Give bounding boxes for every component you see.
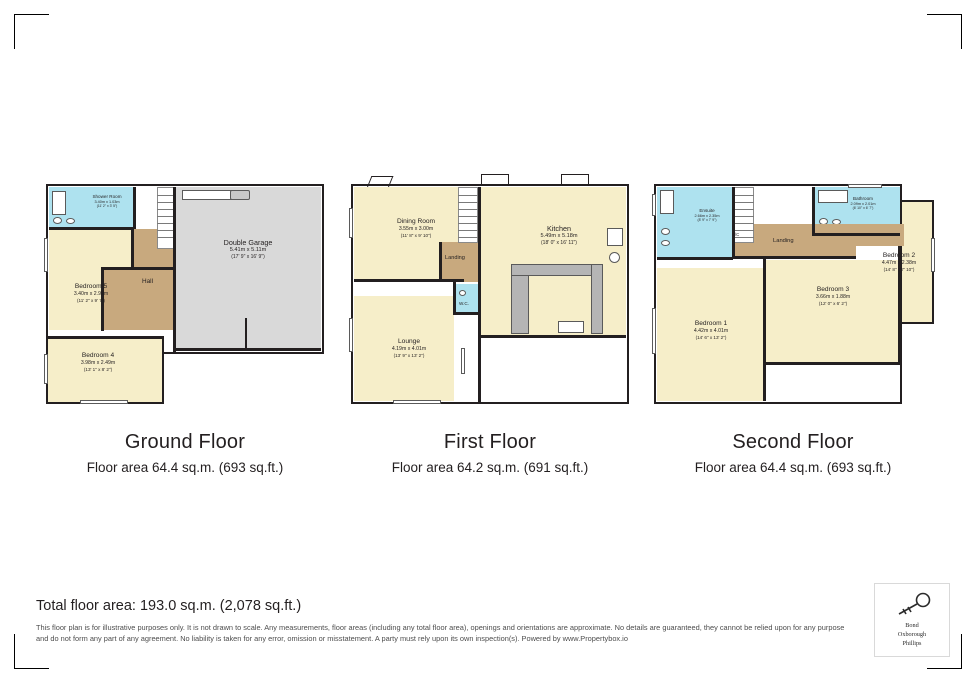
- label-bedroom-2: Bedroom 2 4.47m x 2.38m (14' 8" x 7' 10"): [881, 252, 917, 272]
- second-wall-ensuite: [732, 187, 735, 259]
- first-wall-dining-lounge: [354, 279, 464, 282]
- first-wall-landing: [439, 242, 442, 280]
- kitchen-hob: [609, 252, 620, 263]
- ground-floor-drawing: [40, 168, 330, 418]
- room-double-garage: [175, 187, 321, 351]
- kitchen-run-top: [511, 264, 603, 276]
- first-floor-area: Floor area 64.2 sq.m. (691 sq.ft.): [391, 460, 589, 475]
- stair-tread: [734, 216, 754, 217]
- ground-floor-area: Floor area 64.4 sq.m. (693 sq.ft.): [86, 460, 284, 475]
- ground-wall-4: [101, 267, 175, 270]
- stair-tread: [734, 195, 754, 196]
- ensuite-shower: [660, 190, 674, 214]
- second-floor-area: Floor area 64.4 sq.m. (693 sq.ft.): [694, 460, 892, 475]
- agency-logo: [874, 583, 950, 657]
- garage-door-divider: [245, 318, 247, 351]
- second-wall-bathroom: [812, 187, 815, 235]
- stair-tread: [458, 216, 478, 217]
- wc-pan: [53, 217, 62, 224]
- room-bedroom-3: [765, 260, 900, 364]
- first-wall-wc-bottom: [453, 312, 479, 315]
- ground-internal-wall-a: [48, 336, 162, 339]
- floor-plan-second: [648, 168, 938, 475]
- garage-appliance: [230, 190, 250, 200]
- gable-mid: [481, 174, 509, 186]
- kitchen-sink: [558, 321, 584, 333]
- window-bedroom-4: [44, 354, 48, 384]
- stair-tread: [734, 223, 754, 224]
- second-wall-landing-bottom: [734, 256, 856, 259]
- stair-tread: [734, 230, 754, 231]
- wc-basin: [459, 290, 466, 296]
- first-wall-wc: [453, 282, 456, 314]
- label-kitchen: Kitchen 5.49m x 5.18m (18' 0" x 16' 11"): [540, 224, 578, 246]
- second-wall-bed1-bed3: [763, 258, 766, 401]
- ground-wall-2: [49, 227, 133, 230]
- kitchen-appliance: [607, 228, 623, 246]
- stair-tread: [734, 237, 754, 238]
- ensuite-wc: [661, 228, 670, 235]
- stair-tread: [458, 223, 478, 224]
- shower-tray: [52, 191, 66, 215]
- second-wall-bed3-bottom: [765, 362, 900, 365]
- wash-basin: [66, 218, 75, 224]
- label-bathroom: Bathroom 2.09m x 2.01m (6' 10" x 6' 7"): [850, 196, 876, 211]
- label-ensuite: Ensuite 2.66m x 2.35m (8' 9" x 7' 9"): [694, 208, 720, 223]
- logo-line-2: Oxborough: [897, 630, 927, 638]
- window-lounge: [349, 318, 353, 352]
- window-bedroom-1: [652, 308, 656, 354]
- floor-plan-ground: [40, 168, 330, 475]
- logo-line-3: Phillips: [902, 639, 922, 647]
- label-ac: A/C: [732, 232, 740, 237]
- room-landing-first: [441, 242, 478, 282]
- label-wc: W.C.: [459, 301, 469, 306]
- label-landing-first: Landing: [445, 255, 465, 261]
- label-bedroom-4: Bedroom 4 3.98m x 2.49m (13' 1" x 8' 2"): [80, 352, 116, 372]
- stair-tread: [458, 202, 478, 203]
- first-floor-title: First Floor: [443, 431, 537, 453]
- floor-plan-first: [345, 168, 635, 475]
- second-floor-title: Second Floor: [732, 431, 854, 453]
- room-wc: [455, 284, 479, 312]
- disclaimer-text: This floor plan is for illustrative purposes only. It is not drawn to scale. Any measurements, floor areas (including any total floor area), openings and orientations are approximate. No details are guaranteed, they cannot be relied upon for any purpose and do not form any part of any agreement. No liability is taken for any error, omission or misstatement. A party must rely upon its own inspection(s). Powered by www.Propertybox.io: [36, 623, 845, 643]
- crop-mark-top-right: [927, 14, 962, 49]
- ground-wall-garage: [173, 187, 176, 352]
- label-bedroom-3: Bedroom 3 3.66m x 1.88m (12' 0" x 6' 2"): [815, 286, 851, 306]
- ground-wall-3: [131, 229, 134, 269]
- kitchen-run-right: [591, 264, 603, 334]
- second-lower-void: [765, 364, 900, 401]
- label-double-garage: Double Garage 5.41m x 5.11m (17' 9" x 16' 9"): [223, 238, 273, 260]
- stair-tread: [458, 209, 478, 210]
- second-floor-drawing: [648, 168, 938, 418]
- door-lounge: [461, 348, 465, 374]
- ground-floor-title: Ground Floor: [124, 431, 246, 453]
- label-dining-room: Dining Room 3.55m x 3.00m (11' 8" x 9' 10"): [396, 218, 436, 238]
- window-bathroom: [848, 184, 882, 188]
- key-icon: [875, 590, 949, 620]
- window-dining: [349, 208, 353, 238]
- stair-tread: [458, 237, 478, 238]
- room-kitchen: [480, 187, 626, 337]
- window-lounge-front: [393, 400, 441, 404]
- second-wall-bathroom-bottom: [812, 233, 900, 236]
- crop-mark-top-left: [14, 14, 49, 49]
- label-landing-second: Landing: [773, 238, 794, 244]
- label-hall: Hall: [142, 278, 154, 285]
- stair-tread: [734, 202, 754, 203]
- first-wall-centre: [478, 187, 481, 402]
- window-bedroom-4-front: [80, 400, 128, 404]
- window-ensuite: [652, 194, 656, 216]
- total-floor-area: Total floor area: 193.0 sq.m. (2,078 sq.ft.): [36, 598, 302, 614]
- first-floor-drawing: [345, 168, 635, 418]
- label-bedroom-5: Bedroom 5 3.40m x 2.92m (11' 2" x 9' 7"): [73, 283, 109, 303]
- stair-tread: [734, 209, 754, 210]
- stair-tread: [458, 230, 478, 231]
- ensuite-basin: [661, 240, 670, 246]
- label-shower-room: Shower Room 3.40m x 1.03m (11' 2" x 3' 5"): [92, 194, 122, 209]
- label-bedroom-1: Bedroom 1 4.42m x 4.01m (14' 6" x 13' 2"): [693, 320, 729, 340]
- second-wall-ensuite-bottom: [657, 257, 733, 260]
- stair-tread: [458, 195, 478, 196]
- gable-right: [561, 174, 589, 186]
- garage-door-line: [175, 348, 321, 351]
- first-wall-kitchen-bottom: [480, 335, 626, 338]
- window-bedroom-5: [44, 238, 48, 272]
- logo-line-1: Bond: [905, 622, 919, 629]
- label-lounge: Lounge 4.19m x 4.01m (13' 9" x 13' 2"): [391, 338, 427, 358]
